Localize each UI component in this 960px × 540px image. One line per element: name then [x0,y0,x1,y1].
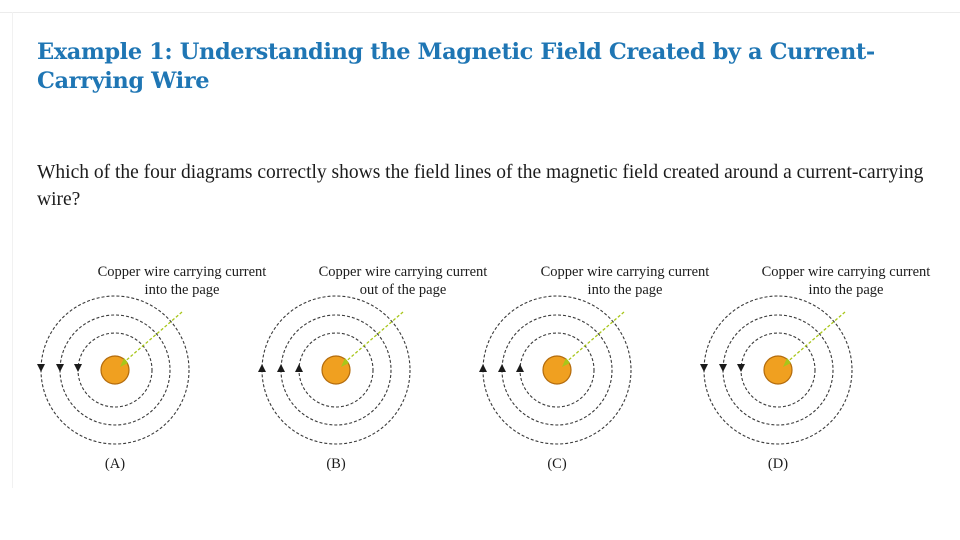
caption-pointer-line [785,312,845,364]
field-direction-arrow-icon [516,364,524,372]
diagram-label: (A) [104,456,126,472]
field-direction-arrow-icon [258,364,266,372]
diagram-label: (D) [767,456,789,472]
field-direction-arrow-icon [56,364,64,372]
wire-caption-line2: into the page [587,282,663,298]
caption-pointer-line [564,312,624,364]
diagram-d [700,264,930,472]
field-direction-arrow-icon [37,364,45,372]
diagram-c [479,264,709,472]
diagram-a [37,264,266,472]
wire-caption-line1: Copper wire carrying current [540,264,710,280]
wire-caption-line1: Copper wire carrying current [761,264,931,280]
caption-pointer-line [343,312,403,364]
wire-caption-line1: Copper wire carrying current [318,264,488,280]
diagram-b [258,264,487,472]
example-title: Example 1: Understanding the Magnetic Field Created by a Current-Carrying Wire [37,39,875,94]
field-direction-arrow-icon [479,364,487,372]
diagram-label: (C) [547,456,567,472]
field-direction-arrow-icon [700,364,708,372]
wire-caption-line2: into the page [144,282,220,298]
top-divider [0,12,960,13]
diagram-row [0,230,960,490]
wire-caption-line2: into the page [808,282,884,298]
question-text: Which of the four diagrams correctly shows the field lines of the magnetic field created around a current-carrying wire? [37,162,924,210]
field-direction-arrow-icon [295,364,303,372]
field-direction-arrow-icon [498,364,506,372]
field-direction-arrow-icon [74,364,82,372]
wire-caption-line2: out of the page [359,282,447,298]
diagram-label: (B) [326,456,346,472]
caption-pointer-line [122,312,182,364]
field-direction-arrow-icon [277,364,285,372]
field-direction-arrow-icon [737,364,745,372]
wire-caption-line1: Copper wire carrying current [97,264,267,280]
field-line-diagrams [0,230,960,490]
field-direction-arrow-icon [719,364,727,372]
